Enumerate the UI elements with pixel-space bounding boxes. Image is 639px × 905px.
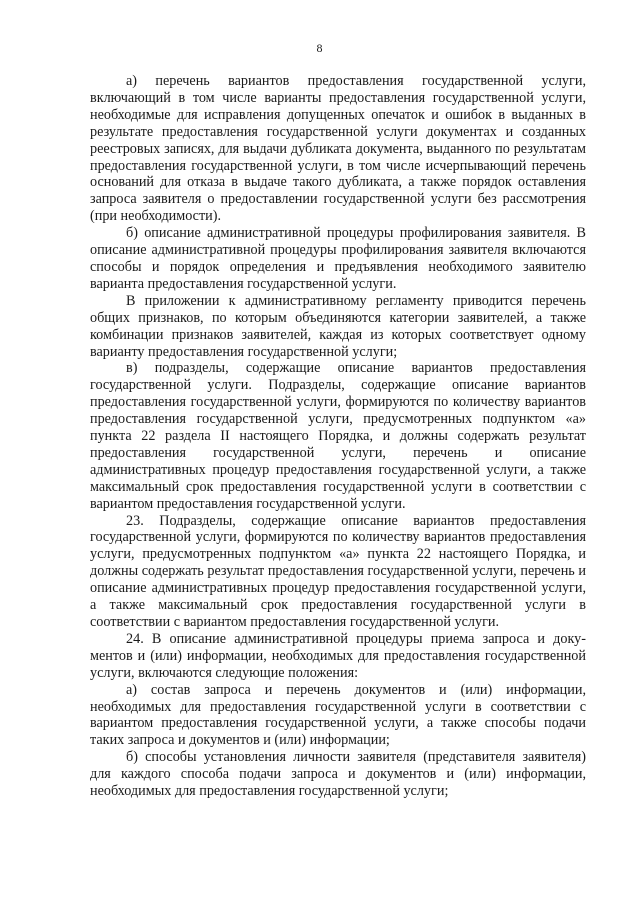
paragraph-a-variants: а) перечень вариантов предоставления государственной услуги, включающий в том числе варианты предоставления государственной услуги, необходимые для исправления допущенных опечаток и ошибок в выданных в результате предоставления государственной услуги документах и созданных реестровых записях, для выдачи дубликата документа, выданного по результатам предоставления государственной услуги, в том числе исчерпывающий перечень оснований для отказа в выдаче такого дубликата, а также порядок оставления запроса заявителя о предоставлении государственной услуги без рассмотрения (при необходимости).	[90, 73, 586, 225]
paragraph-24: 24. В описание административной процедуры приема запроса и документов и (или) информации, необходимых для предоставления государственной услуги, включаются следующие положения:	[90, 630, 586, 681]
paragraph-24-a: а) состав запроса и перечень документов и (или) информации, необходимых для предоставления государственной услуги в соответствии с вариантом предоставления государственной услуги, а также способы подачи таких запроса и документов и (или) информации;	[90, 681, 586, 749]
paragraph-v-subsections: в) подразделы, содержащие описание вариантов предоставления государственной услуги. Подразделы, содержащие описание вариантов предоставления государственной услуги, формируются по количеству вариантов предоставления государственной услуги, предусмотренных подпунктом «а» пункта 22 раздела II настоящего Порядка, и должны содержать результат предоставления государственной услуги, перечень и описание административных процедур предоставления государственной услуги, а также максимальный срок предоставления государственной услуги в соответствии с вариантом предоставления государственной услуги.	[90, 360, 586, 512]
paragraph-24-b: б) способы установления личности заявителя (представителя заявителя) для каждого способа подачи запроса и документов и (или) информации, необходимых для предоставления государственной услуги;	[90, 749, 586, 800]
document-body	[90, 73, 586, 800]
page-number: 8	[316, 41, 323, 55]
paragraph-b-profiling: б) описание административной процедуры профилирования заявителя. В описание административной процедуры профилирования заявителя включаются способы и порядок определения и предъявления необходимого заявителю варианта предоставления государственной услуги.	[90, 225, 586, 292]
paragraph-23: 23. Подразделы, содержащие описание вариантов предоставления государственной услуги, формируются по количеству вариантов предоставления услуги, предусмотренных подпунктом «а» пункта 22 настоящего Порядка, и должны содержать результат предоставления государственной услуги, перечень и описание административных процедур предоставления государственной услуги, а также максимальный срок предоставления государственной услуги в соответствии с вариантом предоставления государственной услуги.	[90, 512, 586, 630]
paragraph-appendix: В приложении к административному регламенту приводится перечень общих признаков, по которым объединяются категории заявителей, а также комбинации признаков заявителей, каждая из которых соответствует одному варианту предоставления государственной услуги;	[90, 292, 586, 360]
